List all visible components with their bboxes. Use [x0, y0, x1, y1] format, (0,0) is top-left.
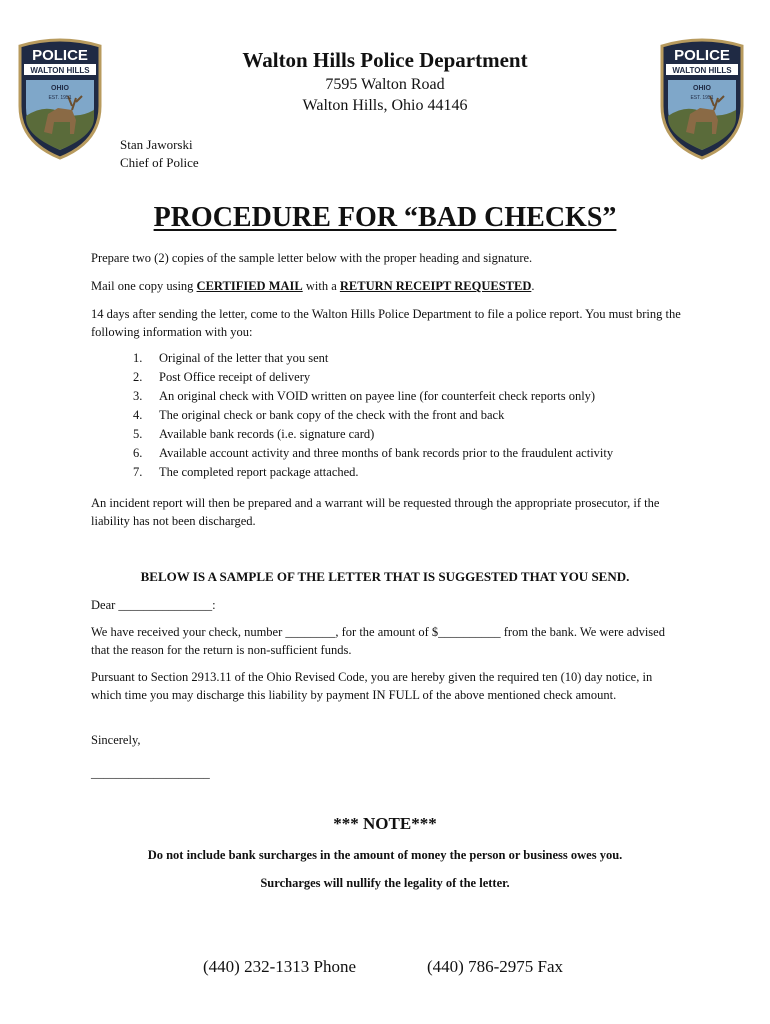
- svg-text:OHIO: OHIO: [51, 85, 69, 92]
- svg-text:OHIO: OHIO: [693, 85, 711, 92]
- note-heading: *** NOTE***: [333, 814, 437, 833]
- instruction-paragraph-1: Prepare two (2) copies of the sample letter below with the proper heading and signature.: [91, 251, 533, 265]
- letter-paragraph-2: Pursuant to Section 2913.11 of the Ohio Revised Code, you are hereby given the required ten (10) day notice, in which time you may discharge this liability by payment IN FULL of the above mentioned check amount.: [91, 670, 653, 702]
- svg-text:EST. 1951: EST. 1951: [690, 95, 714, 101]
- list-item-number: 6.: [133, 446, 143, 460]
- svg-text:WALTON HILLS: WALTON HILLS: [672, 66, 732, 75]
- required-items-list: [133, 349, 693, 482]
- mail-suffix: .: [531, 279, 535, 293]
- fax-number: (440) 786-2975 Fax: [427, 957, 563, 976]
- list-item-text: Original of the letter that you sent: [159, 351, 329, 365]
- svg-text:WALTON HILLS: WALTON HILLS: [30, 66, 90, 75]
- signature-line: ___________________: [91, 766, 210, 780]
- mail-mid: with a: [302, 279, 340, 293]
- letter-paragraph-1: We have received your check, number ________, for the amount of $__________ from the bank. We were advised that the reason for the return is non-sufficient funds.: [91, 625, 665, 657]
- list-item-number: 5.: [133, 427, 143, 441]
- list-item-number: 1.: [133, 351, 143, 365]
- list-item-text: The original check or bank copy of the check with the front and back: [159, 408, 505, 422]
- list-item-number: 4.: [133, 408, 143, 422]
- note-line-1: Do not include bank surcharges in the amount of money the person or business owes you.: [147, 848, 623, 862]
- page-title-text: PROCEDURE FOR “BAD CHECKS”: [153, 202, 617, 233]
- letter-salutation: Dear _______________:: [91, 598, 216, 612]
- svg-text:POLICE: POLICE: [674, 47, 730, 64]
- list-item: [133, 463, 693, 482]
- chief-name: Stan Jaworski: [120, 137, 193, 152]
- list-item: [133, 444, 693, 463]
- list-item-text: The completed report package attached.: [159, 465, 359, 479]
- list-item: [133, 387, 693, 406]
- address-line-1: 7595 Walton Road: [325, 76, 445, 93]
- list-item-text: Post Office receipt of delivery: [159, 370, 311, 384]
- chief-block: [120, 136, 199, 172]
- note-line-2: Surcharges will nullify the legality of the letter.: [260, 876, 510, 890]
- police-badge-right: [656, 36, 748, 160]
- phone-number: (440) 232-1313 Phone: [203, 957, 356, 976]
- instruction-paragraph-3: 14 days after sending the letter, come to the Walton Hills Police Department to file a police report. You must bring the following information with you:: [91, 307, 681, 339]
- list-item: [133, 349, 693, 368]
- letter-closing: Sincerely,: [91, 733, 141, 747]
- letterhead: [150, 46, 620, 116]
- page-title: [0, 198, 770, 238]
- instruction-paragraph-4: An incident report will then be prepared and a warrant will be requested through the appropriate prosecutor, if the liability has not been discharged.: [91, 496, 660, 528]
- list-item-number: 7.: [133, 465, 143, 479]
- svg-text:EST. 1951: EST. 1951: [48, 95, 72, 101]
- list-item: [133, 368, 693, 387]
- list-item-number: 3.: [133, 389, 143, 403]
- list-item: [133, 406, 693, 425]
- instruction-paragraph-2: [91, 277, 683, 295]
- list-item-text: Available bank records (i.e. signature card): [159, 427, 375, 441]
- list-item-number: 2.: [133, 370, 143, 384]
- sample-letter-heading: BELOW IS A SAMPLE OF THE LETTER THAT IS SUGGESTED THAT YOU SEND.: [140, 569, 630, 584]
- list-item-text: Available account activity and three months of bank records prior to the fraudulent activity: [159, 446, 614, 460]
- police-badge-icon: [14, 36, 106, 160]
- police-badge-left: [14, 36, 106, 160]
- svg-text:POLICE: POLICE: [32, 47, 88, 64]
- list-item-text: An original check with VOID written on payee line (for counterfeit check reports only): [159, 389, 596, 403]
- department-name: Walton Hills Police Department: [242, 48, 528, 72]
- certified-mail-text: CERTIFIED MAIL: [196, 279, 303, 293]
- mail-prefix: Mail one copy using: [91, 279, 197, 293]
- list-item: [133, 425, 693, 444]
- police-badge-icon: [656, 36, 748, 160]
- address-line-2: Walton Hills, Ohio 44146: [302, 97, 468, 114]
- chief-title: Chief of Police: [120, 155, 199, 170]
- return-receipt-text: RETURN RECEIPT REQUESTED: [339, 279, 532, 293]
